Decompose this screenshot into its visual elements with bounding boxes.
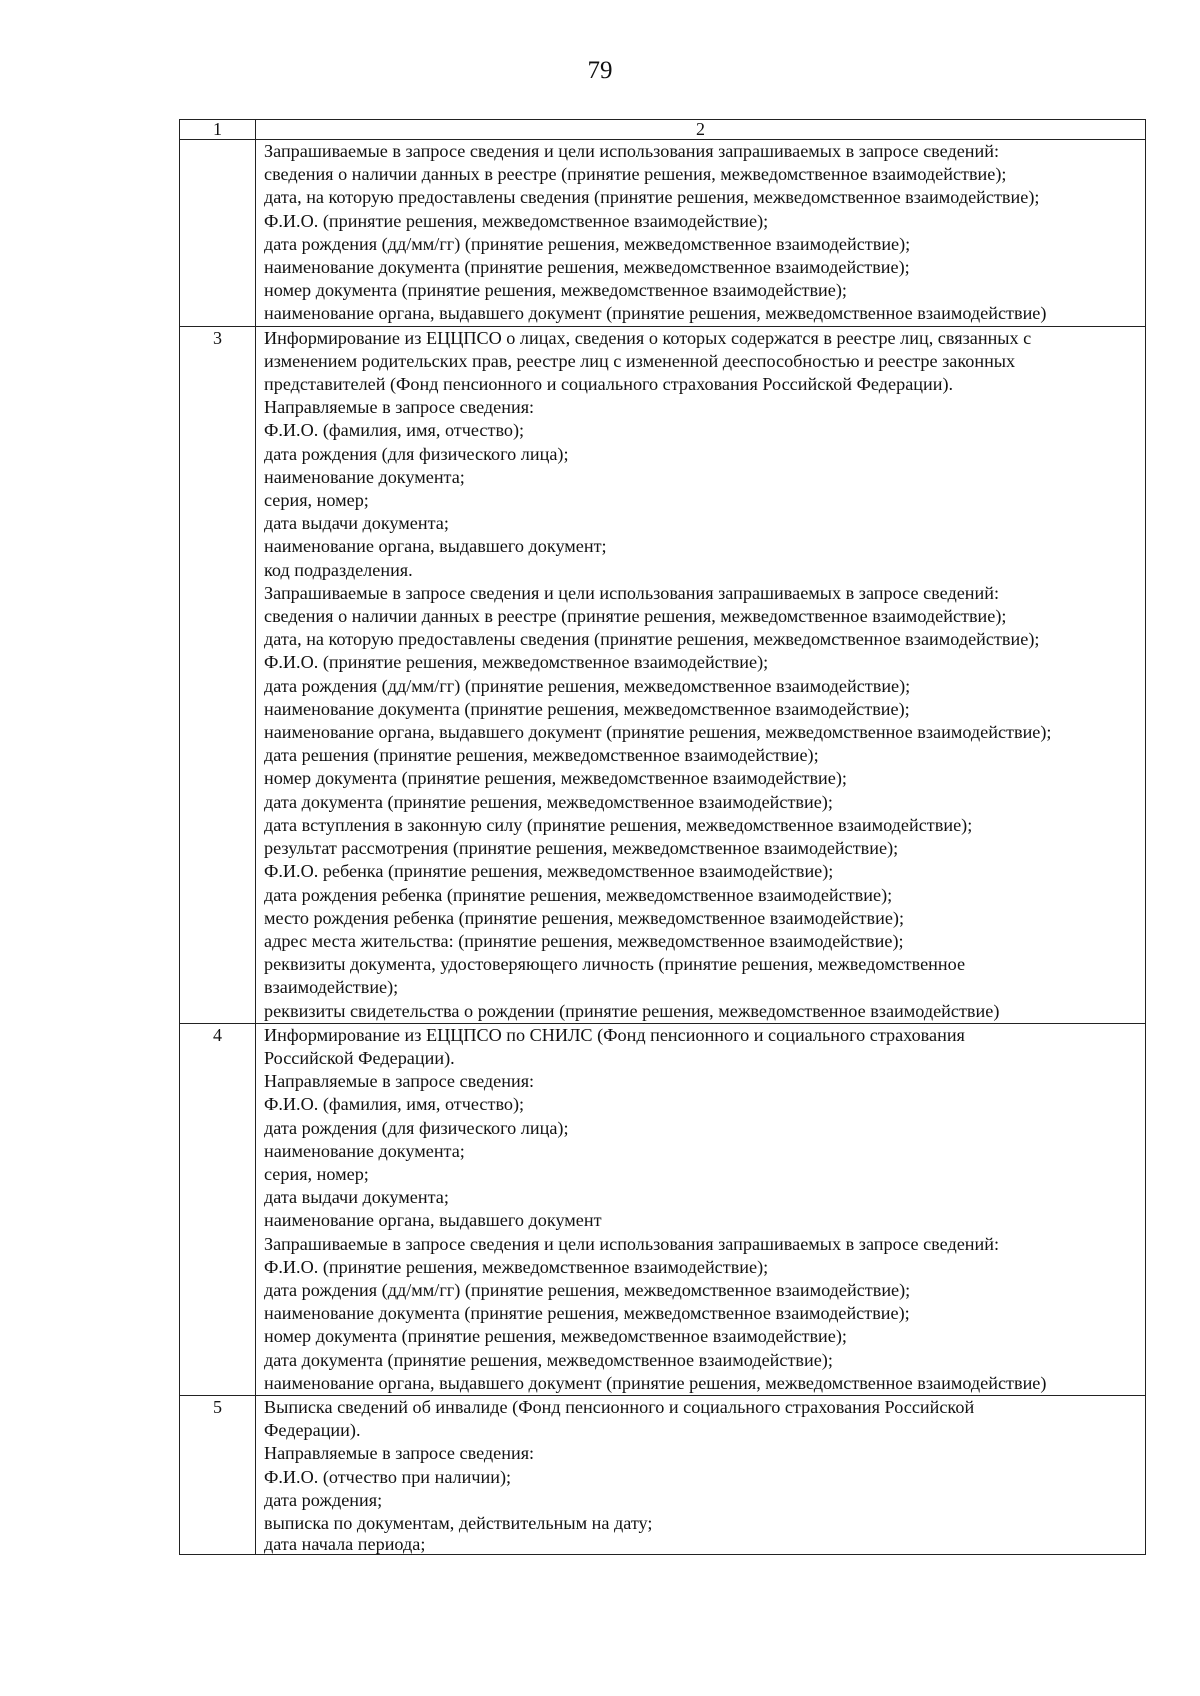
text-line: наименование документа (принятие решения, межведомственное взаимодействие); xyxy=(264,257,910,278)
text-line: наименование органа, выдавшего документ (принятие решения, межведомственное взаимодействие); xyxy=(264,722,1052,743)
text-line: дата рождения (дд/мм/гг) (принятие решения, межведомственное взаимодействие); xyxy=(264,233,911,254)
row-number: 5 xyxy=(180,1395,256,1554)
text-line: дата выдачи документа; xyxy=(264,1187,449,1208)
text-line: сведения о наличии данных в реестре (принятие решения, межведомственное взаимодействие); xyxy=(264,606,1007,627)
table-row xyxy=(180,1395,1146,1554)
text-line: дата документа (принятие решения, межведомственное взаимодействие); xyxy=(264,1349,833,1370)
text-line: Направляемые в запросе сведения: xyxy=(264,1443,535,1464)
text-line: Запрашиваемые в запросе сведения и цели использования запрашиваемых в запросе сведений: xyxy=(264,141,1000,161)
text-line: Информирование из ЕЦЦПСО о лицах, сведения о которых содержатся в реестре лиц, связанных с xyxy=(264,327,1032,348)
text-line: Ф.И.О. (фамилия, имя, отчество); xyxy=(264,1094,525,1115)
text-line: Ф.И.О. (фамилия, имя, отчество); xyxy=(264,420,525,441)
text-line: адрес места жительства: (принятие решения, межведомственное взаимодействие); xyxy=(264,930,904,951)
text-line: дата, на которую предоставлены сведения (принятие решения, межведомственное взаимодействие); xyxy=(264,629,1040,650)
text-line: Российской Федерации). xyxy=(264,1047,455,1068)
text-line: представителей (Фонд пенсионного и социального страхования Российской Федерации). xyxy=(264,374,954,395)
text-line: дата рождения ребенка (принятие решения, межведомственное взаимодействие); xyxy=(264,884,893,905)
text-line: наименование документа; xyxy=(264,466,465,487)
text-line: дата документа (принятие решения, межведомственное взаимодействие); xyxy=(264,791,833,812)
text-line: Ф.И.О. (принятие решения, межведомственное взаимодействие); xyxy=(264,210,769,231)
text-line: наименование документа (принятие решения, межведомственное взаимодействие); xyxy=(264,1303,910,1324)
text-line: дата вступления в законную силу (принятие решения, межведомственное взаимодействие); xyxy=(264,814,973,835)
table-row xyxy=(180,140,1146,327)
truncated-line-container xyxy=(264,1535,1141,1554)
text-line: Направляемые в запросе сведения: xyxy=(264,397,535,418)
text-line: дата рождения (для физического лица); xyxy=(264,1117,569,1138)
header-col-1: 1 xyxy=(180,120,256,140)
text-line: номер документа (принятие решения, межведомственное взаимодействие); xyxy=(264,768,847,789)
text-line: Выписка сведений об инвалиде (Фонд пенсионного и социального страхования Российской xyxy=(264,1396,975,1417)
text-line: дата начала периода; xyxy=(264,1535,426,1555)
row-content xyxy=(256,1395,1146,1554)
page-number: 79 xyxy=(587,57,613,84)
text-line: дата, на которую предоставлены сведения (принятие решения, межведомственное взаимодействие); xyxy=(264,187,1040,208)
text-line: изменением родительских прав, реестре лиц с измененной дееспособностью и реестре законных xyxy=(264,350,1016,371)
text-line: Ф.И.О. (принятие решения, межведомственное взаимодействие); xyxy=(264,652,769,673)
header-col-2: 2 xyxy=(256,120,1146,140)
text-line: дата решения (принятие решения, межведомственное взаимодействие); xyxy=(264,745,819,766)
table-header-row xyxy=(180,120,1146,140)
text-line: наименование органа, выдавшего документ xyxy=(264,1210,602,1231)
text-line: взаимодействие); xyxy=(264,977,399,998)
text-line: наименование документа (принятие решения, межведомственное взаимодействие); xyxy=(264,698,910,719)
text-line: Информирование из ЕЦЦПСО по СНИЛС (Фонд пенсионного и социального страхования xyxy=(264,1024,965,1045)
text-line: реквизиты документа, удостоверяющего личность (принятие решения, межведомственное xyxy=(264,954,966,975)
text-line: номер документа (принятие решения, межведомственное взаимодействие); xyxy=(264,280,847,301)
row-content xyxy=(256,1023,1146,1395)
text-line: место рождения ребенка (принятие решения, межведомственное взаимодействие); xyxy=(264,907,904,928)
text-line: реквизиты свидетельства о рождении (принятие решения, межведомственное взаимодействие) xyxy=(264,1000,1000,1021)
document-table xyxy=(179,119,1146,1555)
text-line: дата рождения; xyxy=(264,1489,383,1510)
text-line: Запрашиваемые в запросе сведения и цели использования запрашиваемых в запросе сведений: xyxy=(264,1233,1000,1254)
text-line: номер документа (принятие решения, межведомственное взаимодействие); xyxy=(264,1326,847,1347)
table-row xyxy=(180,1023,1146,1395)
row-content xyxy=(256,326,1146,1023)
text-line: дата рождения (дд/мм/гг) (принятие решения, межведомственное взаимодействие); xyxy=(264,675,911,696)
text-line: код подразделения. xyxy=(264,559,413,580)
text-line: Запрашиваемые в запросе сведения и цели использования запрашиваемых в запросе сведений: xyxy=(264,582,1000,603)
row-number: 4 xyxy=(180,1023,256,1395)
table-row xyxy=(180,326,1146,1023)
text-line: серия, номер; xyxy=(264,1163,369,1184)
text-line: Ф.И.О. (принятие решения, межведомственное взаимодействие); xyxy=(264,1256,769,1277)
text-line: Ф.И.О. ребенка (принятие решения, межведомственное взаимодействие); xyxy=(264,861,834,882)
text-line: сведения о наличии данных в реестре (принятие решения, межведомственное взаимодействие); xyxy=(264,164,1007,185)
text-line: выписка по документам, действительным на дату; xyxy=(264,1512,653,1533)
row-number xyxy=(180,140,256,327)
row-content xyxy=(256,140,1146,327)
text-line: серия, номер; xyxy=(264,490,369,511)
text-line: Направляемые в запросе сведения: xyxy=(264,1071,535,1092)
text-line: Федерации). xyxy=(264,1420,361,1441)
text-line: дата рождения (для физического лица); xyxy=(264,443,569,464)
text-line: наименование органа, выдавшего документ; xyxy=(264,536,607,557)
text-line: Ф.И.О. (отчество при наличии); xyxy=(264,1466,512,1487)
text-line: наименование органа, выдавшего документ (принятие решения, межведомственное взаимодействие) xyxy=(264,303,1047,324)
text-line: дата выдачи документа; xyxy=(264,513,449,534)
text-line: результат рассмотрения (принятие решения, межведомственное взаимодействие); xyxy=(264,838,899,859)
text-line: наименование документа; xyxy=(264,1140,465,1161)
text-line: наименование органа, выдавшего документ (принятие решения, межведомственное взаимодействие) xyxy=(264,1372,1047,1393)
row-number: 3 xyxy=(180,326,256,1023)
text-line: дата рождения (дд/мм/гг) (принятие решения, межведомственное взаимодействие); xyxy=(264,1279,911,1300)
